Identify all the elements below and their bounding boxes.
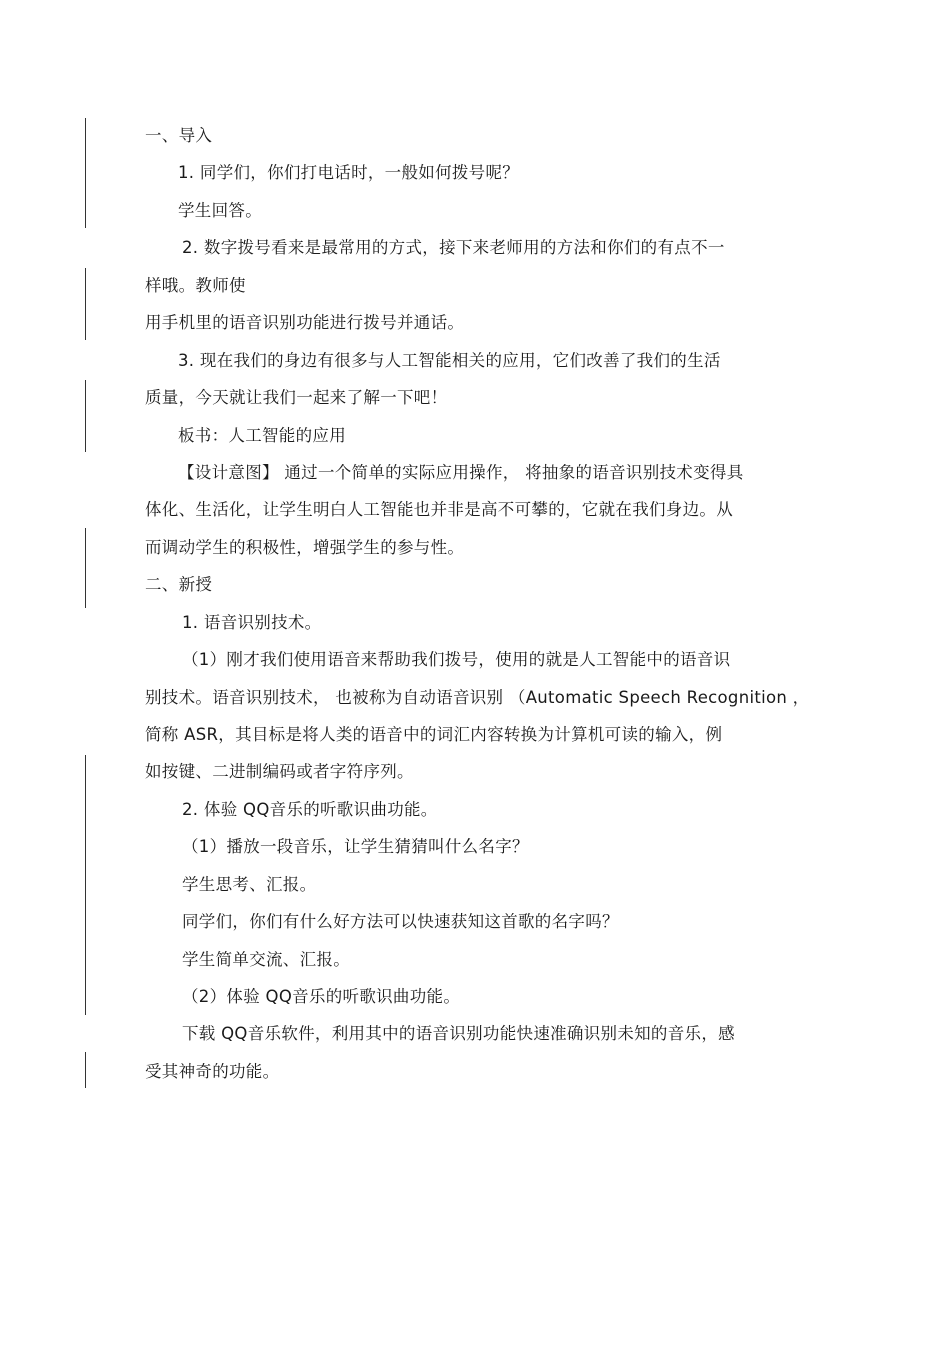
text-line: 体化、生活化，让学生明白人工智能也并非是高不可攀的，它就在我们身边。从 [145,500,733,519]
margin-bar [85,118,86,228]
text-line: 板书：人工智能的应用 [178,426,346,445]
text-line: 学生回答。 [178,201,262,220]
text-line: 样哦。教师使 [145,276,246,295]
text-line: 同学们，你们有什么好方法可以快速获知这首歌的名字吗？ [182,912,619,931]
text-line: 学生思考、汇报。 [182,875,317,894]
margin-bar [85,1052,86,1088]
text-line: 2. 数字拨号看来是最常用的方式，接下来老师用的方法和你们的有点不一 [182,238,725,257]
margin-bar [85,528,86,608]
margin-bar [85,380,86,452]
text-line: 简称 ASR，其目标是将人类的语音中的词汇内容转换为计算机可读的输入，例 [145,725,723,744]
text-line: 质量，今天就让我们一起来了解一下吧！ [145,388,448,407]
text-line: 受其神奇的功能。 [145,1062,280,1081]
margin-bar [85,268,86,340]
text-line: 下载 QQ音乐软件，利用其中的语音识别功能快速准确识别未知的音乐，感 [182,1024,735,1043]
text-line: （1）播放一段音乐，让学生猜猜叫什么名字？ [182,837,529,856]
text-line: 如按键、二进制编码或者字符序列。 [145,762,414,781]
text-line: 1. 语音识别技术。 [182,613,322,632]
text-line: 2. 体验 QQ音乐的听歌识曲功能。 [182,800,438,819]
text-line: 别技术。语音识别技术， 也被称为自动语音识别 （Automatic Speech Recognition ， [145,688,810,707]
margin-bar [85,755,86,1015]
text-line: 3. 现在我们的身边有很多与人工智能相关的应用，它们改善了我们的生活 [178,351,721,370]
text-line: 用手机里的语音识别功能进行拨号并通话。 [145,313,465,332]
section-heading: 二、新授 [145,575,213,594]
text-line: 【设计意图】 通过一个简单的实际应用操作， 将抽象的语音识别技术变得具 [178,463,744,482]
text-line: （2）体验 QQ音乐的听歌识曲功能。 [182,987,461,1006]
text-line: 而调动学生的积极性，增强学生的参与性。 [145,538,465,557]
section-heading: 一、导入 [145,126,213,145]
text-line: 学生简单交流、汇报。 [182,950,350,969]
text-line: 1. 同学们，你们打电话时，一般如何拨号呢？ [178,163,520,182]
text-line: （1）刚才我们使用语音来帮助我们拨号，使用的就是人工智能中的语音识 [182,650,731,669]
